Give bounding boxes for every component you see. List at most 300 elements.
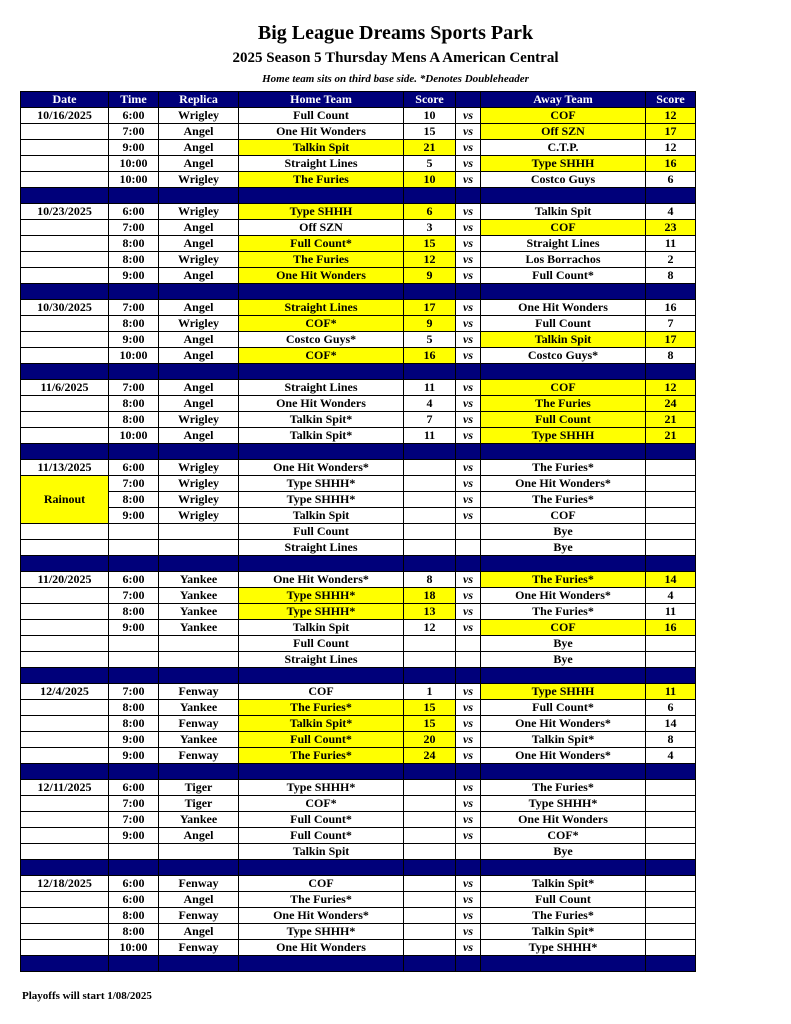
home-team: Talkin Spit*: [239, 716, 404, 732]
game-field: Wrigley: [159, 204, 239, 220]
game-date-empty: [21, 540, 109, 556]
home-score: 5: [404, 156, 456, 172]
vs-label: vs: [456, 892, 481, 908]
game-date-empty: [21, 588, 109, 604]
away-team: One Hit Wonders*: [481, 748, 646, 764]
week-separator: [21, 556, 696, 572]
game-time: [109, 636, 159, 652]
table-row: [21, 220, 696, 236]
game-date-empty: [21, 332, 109, 348]
away-score: 8: [646, 268, 696, 284]
separator-cell: [404, 556, 456, 572]
vs-label: [456, 636, 481, 652]
home-team: The Furies*: [239, 892, 404, 908]
away-score: 14: [646, 716, 696, 732]
home-team: One Hit Wonders: [239, 124, 404, 140]
game-field: Wrigley: [159, 108, 239, 124]
col-home-team: Home Team: [239, 92, 404, 108]
away-score: [646, 844, 696, 860]
home-team: Type SHHH*: [239, 588, 404, 604]
game-field: Tiger: [159, 796, 239, 812]
vs-label: vs: [456, 140, 481, 156]
away-score: 7: [646, 316, 696, 332]
table-row: [21, 828, 696, 844]
table-row: [21, 588, 696, 604]
game-field: Wrigley: [159, 172, 239, 188]
away-score: [646, 540, 696, 556]
game-date-empty: [21, 892, 109, 908]
home-team: COF*: [239, 796, 404, 812]
game-time: 7:00: [109, 812, 159, 828]
away-score: 6: [646, 172, 696, 188]
vs-label: vs: [456, 748, 481, 764]
game-field: Yankee: [159, 604, 239, 620]
home-score: [404, 780, 456, 796]
separator-cell: [239, 556, 404, 572]
separator-cell: [21, 956, 109, 972]
table-row: [21, 924, 696, 940]
away-score: [646, 796, 696, 812]
separator-cell: [239, 668, 404, 684]
game-time: 8:00: [109, 604, 159, 620]
home-team: COF: [239, 876, 404, 892]
separator-cell: [159, 444, 239, 460]
away-team: Full Count: [481, 892, 646, 908]
vs-label: vs: [456, 876, 481, 892]
vs-label: vs: [456, 700, 481, 716]
game-time: 7:00: [109, 684, 159, 700]
home-score: [404, 508, 456, 524]
home-team: Straight Lines: [239, 156, 404, 172]
game-time: 6:00: [109, 780, 159, 796]
separator-cell: [159, 860, 239, 876]
game-date-empty: [21, 348, 109, 364]
game-date-empty: [21, 748, 109, 764]
home-score: 15: [404, 236, 456, 252]
game-date-empty: [21, 924, 109, 940]
vs-label: vs: [456, 492, 481, 508]
game-date: 12/18/2025: [21, 876, 109, 892]
away-score: 2: [646, 252, 696, 268]
table-row: [21, 732, 696, 748]
separator-cell: [239, 444, 404, 460]
table-row: [21, 716, 696, 732]
game-field: Wrigley: [159, 492, 239, 508]
separator-cell: [109, 188, 159, 204]
game-time: [109, 844, 159, 860]
table-row: [21, 812, 696, 828]
home-team: One Hit Wonders: [239, 940, 404, 956]
away-score: [646, 476, 696, 492]
vs-label: vs: [456, 268, 481, 284]
home-team: The Furies: [239, 252, 404, 268]
vs-label: [456, 540, 481, 556]
game-field: Angel: [159, 348, 239, 364]
home-score: [404, 844, 456, 860]
home-team: Talkin Spit*: [239, 428, 404, 444]
game-date: 10/30/2025: [21, 300, 109, 316]
table-row: [21, 540, 696, 556]
away-team: COF: [481, 108, 646, 124]
game-time: 7:00: [109, 124, 159, 140]
away-score: 11: [646, 236, 696, 252]
home-score: 10: [404, 108, 456, 124]
game-field: Wrigley: [159, 252, 239, 268]
separator-cell: [456, 668, 481, 684]
vs-label: vs: [456, 812, 481, 828]
game-date-empty: [21, 940, 109, 956]
table-row: [21, 748, 696, 764]
game-time: 8:00: [109, 316, 159, 332]
away-team: The Furies: [481, 396, 646, 412]
away-score: 8: [646, 732, 696, 748]
table-row: [21, 172, 696, 188]
separator-cell: [109, 556, 159, 572]
separator-cell: [159, 364, 239, 380]
vs-label: vs: [456, 108, 481, 124]
game-time: 8:00: [109, 924, 159, 940]
table-row: [21, 940, 696, 956]
game-time: 9:00: [109, 332, 159, 348]
table-row: [21, 876, 696, 892]
game-field: Angel: [159, 924, 239, 940]
game-field: Angel: [159, 156, 239, 172]
game-field: Yankee: [159, 700, 239, 716]
vs-label: vs: [456, 124, 481, 140]
away-team: Costco Guys: [481, 172, 646, 188]
away-team: Talkin Spit*: [481, 924, 646, 940]
table-row: [21, 476, 696, 492]
separator-cell: [239, 860, 404, 876]
away-team: Los Borrachos: [481, 252, 646, 268]
home-team: Full Count*: [239, 812, 404, 828]
game-field: Angel: [159, 428, 239, 444]
vs-label: vs: [456, 828, 481, 844]
table-row: [21, 316, 696, 332]
separator-cell: [159, 956, 239, 972]
col-home-score: Score: [404, 92, 456, 108]
away-score: 12: [646, 108, 696, 124]
separator-cell: [109, 956, 159, 972]
vs-label: vs: [456, 604, 481, 620]
separator-cell: [21, 284, 109, 300]
rainout-label: Rainout: [21, 476, 109, 524]
separator-cell: [646, 364, 696, 380]
page-title: Big League Dreams Sports Park: [257, 22, 534, 44]
separator-cell: [456, 860, 481, 876]
table-row: [21, 396, 696, 412]
game-time: 7:00: [109, 476, 159, 492]
game-field: Yankee: [159, 572, 239, 588]
table-row: [21, 124, 696, 140]
table-row: [21, 620, 696, 636]
game-time: 9:00: [109, 732, 159, 748]
table-row: [21, 236, 696, 252]
table-row: [21, 252, 696, 268]
game-date: 12/4/2025: [21, 684, 109, 700]
table-row: [21, 636, 696, 652]
home-score: [404, 540, 456, 556]
home-score: [404, 476, 456, 492]
separator-cell: [159, 188, 239, 204]
separator-cell: [109, 444, 159, 460]
home-score: [404, 492, 456, 508]
home-score: [404, 460, 456, 476]
home-score: 9: [404, 268, 456, 284]
game-field: Fenway: [159, 940, 239, 956]
vs-label: vs: [456, 348, 481, 364]
page-subtitle: 2025 Season 5 Thursday Mens A American Central: [232, 50, 559, 66]
away-score: [646, 460, 696, 476]
away-score: 12: [646, 380, 696, 396]
home-score: [404, 796, 456, 812]
game-date-empty: [21, 732, 109, 748]
game-date-empty: [21, 908, 109, 924]
away-score: [646, 908, 696, 924]
game-time: 7:00: [109, 588, 159, 604]
away-team: The Furies*: [481, 780, 646, 796]
home-score: 20: [404, 732, 456, 748]
home-team: Type SHHH*: [239, 492, 404, 508]
game-field: Yankee: [159, 620, 239, 636]
away-team: Off SZN: [481, 124, 646, 140]
away-team: The Furies*: [481, 492, 646, 508]
game-date-empty: [21, 236, 109, 252]
away-team: Talkin Spit: [481, 332, 646, 348]
home-score: 1: [404, 684, 456, 700]
separator-cell: [404, 956, 456, 972]
home-score: 6: [404, 204, 456, 220]
table-row: [21, 908, 696, 924]
week-separator: [21, 284, 696, 300]
game-date-empty: [21, 412, 109, 428]
away-team: COF: [481, 380, 646, 396]
home-score: 17: [404, 300, 456, 316]
away-score: 11: [646, 684, 696, 700]
separator-cell: [404, 764, 456, 780]
home-score: [404, 812, 456, 828]
game-date: 11/13/2025: [21, 460, 109, 476]
separator-cell: [456, 764, 481, 780]
game-field: Fenway: [159, 716, 239, 732]
game-time: 8:00: [109, 236, 159, 252]
separator-cell: [159, 284, 239, 300]
col-replica: Replica: [159, 92, 239, 108]
game-field: Wrigley: [159, 412, 239, 428]
separator-cell: [456, 284, 481, 300]
away-team: COF: [481, 508, 646, 524]
away-team: The Furies*: [481, 604, 646, 620]
table-row: [21, 412, 696, 428]
vs-label: vs: [456, 316, 481, 332]
home-score: 8: [404, 572, 456, 588]
game-date: 10/23/2025: [21, 204, 109, 220]
game-time: 8:00: [109, 252, 159, 268]
separator-cell: [646, 188, 696, 204]
away-team: One Hit Wonders*: [481, 588, 646, 604]
home-team: The Furies: [239, 172, 404, 188]
game-field: Wrigley: [159, 508, 239, 524]
home-team: Full Count: [239, 636, 404, 652]
table-row: [21, 348, 696, 364]
game-date-empty: [21, 524, 109, 540]
separator-cell: [21, 444, 109, 460]
away-team: Bye: [481, 636, 646, 652]
vs-label: vs: [456, 412, 481, 428]
vs-label: vs: [456, 300, 481, 316]
away-team: Type SHHH: [481, 428, 646, 444]
game-field: Angel: [159, 220, 239, 236]
game-field: Yankee: [159, 732, 239, 748]
home-team: COF*: [239, 316, 404, 332]
separator-cell: [21, 860, 109, 876]
separator-cell: [481, 444, 646, 460]
away-score: [646, 636, 696, 652]
week-separator: [21, 860, 696, 876]
separator-cell: [646, 764, 696, 780]
game-field: [159, 844, 239, 860]
game-time: 6:00: [109, 572, 159, 588]
away-score: [646, 508, 696, 524]
home-team: One Hit Wonders*: [239, 908, 404, 924]
vs-label: vs: [456, 332, 481, 348]
game-time: 10:00: [109, 156, 159, 172]
separator-cell: [239, 956, 404, 972]
game-time: 8:00: [109, 700, 159, 716]
game-date-empty: [21, 268, 109, 284]
away-score: 17: [646, 124, 696, 140]
away-team: Type SHHH: [481, 156, 646, 172]
away-score: [646, 924, 696, 940]
game-field: Angel: [159, 300, 239, 316]
table-row: [21, 572, 696, 588]
header-row: [21, 92, 696, 108]
vs-label: vs: [456, 924, 481, 940]
game-date-empty: [21, 124, 109, 140]
separator-cell: [239, 764, 404, 780]
home-team: Type SHHH*: [239, 780, 404, 796]
home-team: One Hit Wonders*: [239, 572, 404, 588]
game-time: 7:00: [109, 380, 159, 396]
away-team: Full Count*: [481, 268, 646, 284]
away-score: 8: [646, 348, 696, 364]
home-team: Talkin Spit: [239, 844, 404, 860]
game-field: Angel: [159, 236, 239, 252]
separator-cell: [21, 556, 109, 572]
away-team: Full Count*: [481, 700, 646, 716]
home-score: 15: [404, 700, 456, 716]
game-date-empty: [21, 428, 109, 444]
away-team: Talkin Spit*: [481, 876, 646, 892]
game-time: 10:00: [109, 172, 159, 188]
separator-cell: [21, 188, 109, 204]
away-score: [646, 828, 696, 844]
game-date-empty: [21, 220, 109, 236]
game-field: Angel: [159, 380, 239, 396]
home-score: 16: [404, 348, 456, 364]
home-team: Off SZN: [239, 220, 404, 236]
separator-cell: [21, 764, 109, 780]
game-field: Fenway: [159, 748, 239, 764]
away-team: One Hit Wonders: [481, 812, 646, 828]
table-row: [21, 204, 696, 220]
away-score: 21: [646, 428, 696, 444]
separator-cell: [159, 668, 239, 684]
header-note: Home team sits on third base side. *Denotes Doubleheader: [262, 73, 529, 85]
table-row: [21, 140, 696, 156]
separator-cell: [404, 860, 456, 876]
away-score: 12: [646, 140, 696, 156]
separator-cell: [404, 188, 456, 204]
away-team: Type SHHH*: [481, 796, 646, 812]
vs-label: vs: [456, 780, 481, 796]
home-score: [404, 652, 456, 668]
separator-cell: [646, 860, 696, 876]
separator-cell: [481, 764, 646, 780]
game-date-empty: [21, 396, 109, 412]
home-team: Straight Lines: [239, 540, 404, 556]
vs-label: vs: [456, 620, 481, 636]
home-score: 18: [404, 588, 456, 604]
table-row: [21, 844, 696, 860]
home-score: 10: [404, 172, 456, 188]
home-score: 11: [404, 428, 456, 444]
game-field: Angel: [159, 892, 239, 908]
table-row: [21, 268, 696, 284]
away-score: 23: [646, 220, 696, 236]
away-team: COF*: [481, 828, 646, 844]
away-score: [646, 876, 696, 892]
game-date: 11/6/2025: [21, 380, 109, 396]
home-score: 11: [404, 380, 456, 396]
table-row: [21, 780, 696, 796]
separator-cell: [109, 764, 159, 780]
home-score: [404, 924, 456, 940]
game-field: Yankee: [159, 588, 239, 604]
away-team: One Hit Wonders*: [481, 476, 646, 492]
separator-cell: [109, 860, 159, 876]
separator-cell: [239, 188, 404, 204]
away-team: Straight Lines: [481, 236, 646, 252]
playoffs-note: Playoffs will start 1/08/2025: [22, 990, 152, 1002]
game-field: Angel: [159, 828, 239, 844]
game-date-empty: [21, 140, 109, 156]
separator-cell: [456, 444, 481, 460]
vs-label: [456, 524, 481, 540]
away-score: 14: [646, 572, 696, 588]
game-time: 6:00: [109, 204, 159, 220]
separator-cell: [21, 668, 109, 684]
home-score: [404, 636, 456, 652]
home-team: COF: [239, 684, 404, 700]
away-score: 17: [646, 332, 696, 348]
separator-cell: [239, 364, 404, 380]
away-score: 24: [646, 396, 696, 412]
away-team: Bye: [481, 844, 646, 860]
game-date-empty: [21, 156, 109, 172]
home-team: One Hit Wonders: [239, 268, 404, 284]
home-score: 15: [404, 124, 456, 140]
home-team: Straight Lines: [239, 652, 404, 668]
table-row: [21, 156, 696, 172]
separator-cell: [109, 668, 159, 684]
away-team: Full Count: [481, 412, 646, 428]
away-score: 6: [646, 700, 696, 716]
home-team: Full Count*: [239, 236, 404, 252]
game-date: 10/16/2025: [21, 108, 109, 124]
home-score: 5: [404, 332, 456, 348]
home-team: Straight Lines: [239, 380, 404, 396]
